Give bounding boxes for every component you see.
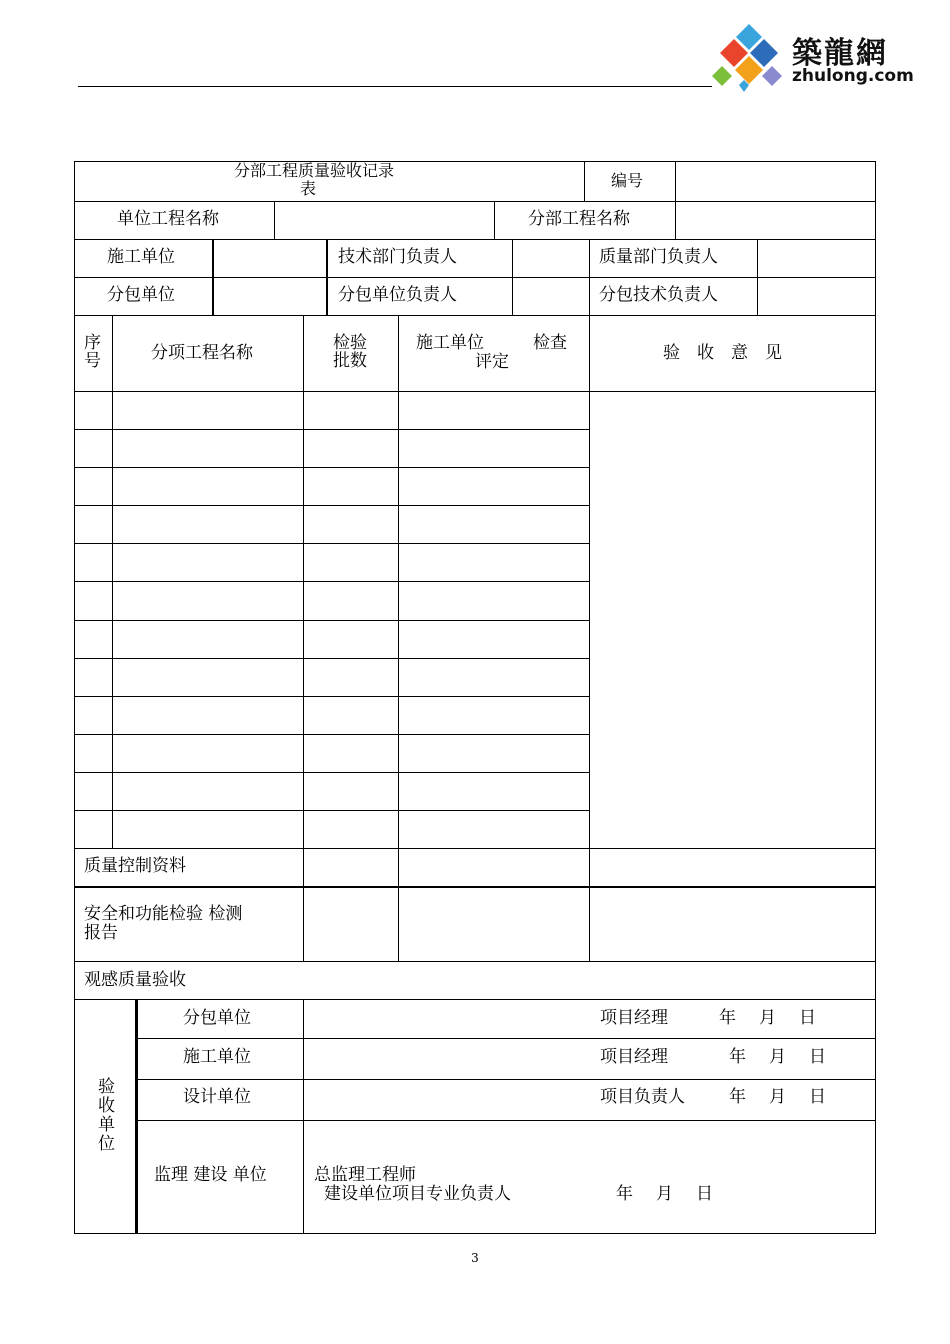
final-day: 日 — [696, 1184, 713, 1204]
col-rule — [135, 999, 138, 1233]
col-batch-header: 批数 — [333, 351, 367, 371]
table-border — [74, 1233, 876, 1234]
row-rule — [74, 429, 589, 430]
col-rule — [303, 999, 304, 1233]
accept-units-label: 验 — [98, 1077, 115, 1097]
sign-row-day: 日 — [809, 1087, 826, 1107]
row-rule — [137, 1079, 876, 1080]
row-rule — [74, 277, 876, 278]
col-opinion-header: 验 收 意 见 — [663, 343, 782, 363]
row-rule — [137, 1038, 876, 1039]
col-rule — [274, 201, 275, 239]
row-rule — [74, 543, 589, 544]
sign-row-month: 月 — [769, 1047, 786, 1067]
page-number: 3 — [471, 1251, 479, 1265]
row-rule — [137, 1120, 876, 1121]
final-year: 年 — [616, 1184, 633, 1204]
table-border — [875, 161, 876, 1234]
subcontract-unit-head-label: 分包单位负责人 — [338, 285, 457, 305]
row-rule — [74, 772, 589, 773]
row-rule — [74, 810, 589, 811]
supervision-unit-label: 监理 建设 单位 — [154, 1165, 267, 1185]
col-rule — [303, 315, 304, 962]
row-rule — [74, 201, 876, 202]
row-rule — [74, 467, 589, 468]
row-rule — [74, 391, 876, 392]
unit-project-label: 单位工程名称 — [117, 209, 219, 229]
construction-unit-label: 施工单位 — [107, 247, 175, 267]
quality-dept-label: 质量部门负责人 — [599, 247, 718, 267]
accept-units-label: 单 — [98, 1115, 115, 1135]
col-rule — [398, 315, 399, 962]
col-batch-header: 检验 — [333, 333, 367, 353]
form-title: 分部工程质量验收记录 — [234, 161, 395, 180]
subcontract-unit-label: 分包单位 — [107, 285, 175, 305]
col-eval-header: 施工单位 — [416, 333, 484, 353]
sign-row-role: 项目负责人 — [600, 1087, 685, 1107]
row-rule — [74, 734, 589, 735]
subcontract-tech-head-label: 分包技术负责人 — [599, 285, 718, 305]
sign-row-role: 项目经理 — [600, 1047, 668, 1067]
col-rule — [584, 161, 585, 201]
table-border — [74, 161, 876, 162]
col-item-name-header: 分项工程名称 — [151, 343, 253, 363]
sign-row-unit: 分包单位 — [183, 1008, 251, 1028]
quality-control-label: 质量控制资料 — [84, 856, 186, 876]
sign-row-day: 日 — [799, 1008, 816, 1028]
col-seq-header: 序 — [84, 333, 101, 353]
accept-units-label: 位 — [98, 1134, 115, 1154]
col-eval-header: 评定 — [475, 352, 509, 372]
col-rule — [512, 239, 513, 315]
row-rule — [74, 848, 876, 849]
sign-row-month: 月 — [759, 1008, 776, 1028]
sign-row-year: 年 — [719, 1008, 736, 1028]
safety-function-label: 安全和功能检验 检测 — [84, 904, 243, 924]
number-label: 编号 — [611, 171, 644, 190]
row-rule — [74, 999, 876, 1000]
sign-row-month: 月 — [769, 1087, 786, 1107]
col-rule — [757, 239, 758, 315]
col-rule — [589, 315, 590, 962]
sign-row-day: 日 — [809, 1047, 826, 1067]
chief-engineer-label: 总监理工程师 — [314, 1165, 416, 1185]
col-eval-header: 检查 — [533, 333, 567, 353]
row-rule — [74, 505, 589, 506]
sign-row-unit: 设计单位 — [183, 1087, 251, 1107]
row-rule — [74, 658, 589, 659]
row-rule — [74, 886, 876, 888]
row-rule — [74, 581, 589, 582]
row-rule — [74, 620, 589, 621]
col-rule — [589, 239, 590, 315]
sign-row-year: 年 — [729, 1047, 746, 1067]
accept-units-label: 收 — [98, 1096, 115, 1116]
owner-head-label: 建设单位项目专业负责人 — [324, 1184, 511, 1204]
final-month: 月 — [656, 1184, 673, 1204]
form-title-cont: 表 — [300, 179, 317, 198]
row-rule — [74, 961, 876, 962]
col-rule — [112, 315, 113, 848]
col-rule — [326, 239, 328, 315]
appearance-label: 观感质量验收 — [84, 970, 186, 990]
col-rule — [494, 201, 495, 239]
col-rule — [675, 161, 676, 239]
row-rule — [74, 315, 876, 316]
sign-row-unit: 施工单位 — [183, 1047, 251, 1067]
sub-project-label: 分部工程名称 — [528, 209, 630, 229]
col-seq-header: 号 — [84, 351, 101, 371]
safety-function-label: 报告 — [84, 923, 118, 943]
col-rule — [212, 239, 214, 315]
tech-dept-label: 技术部门负责人 — [338, 247, 457, 267]
table-border — [74, 161, 75, 1234]
row-rule — [74, 696, 589, 697]
logo-chinese-text: 築龍網 — [792, 36, 888, 71]
logo-english-text: zhulong.com — [792, 66, 914, 86]
row-rule — [74, 239, 876, 240]
sign-row-year: 年 — [729, 1087, 746, 1107]
sign-row-role: 项目经理 — [600, 1008, 668, 1028]
